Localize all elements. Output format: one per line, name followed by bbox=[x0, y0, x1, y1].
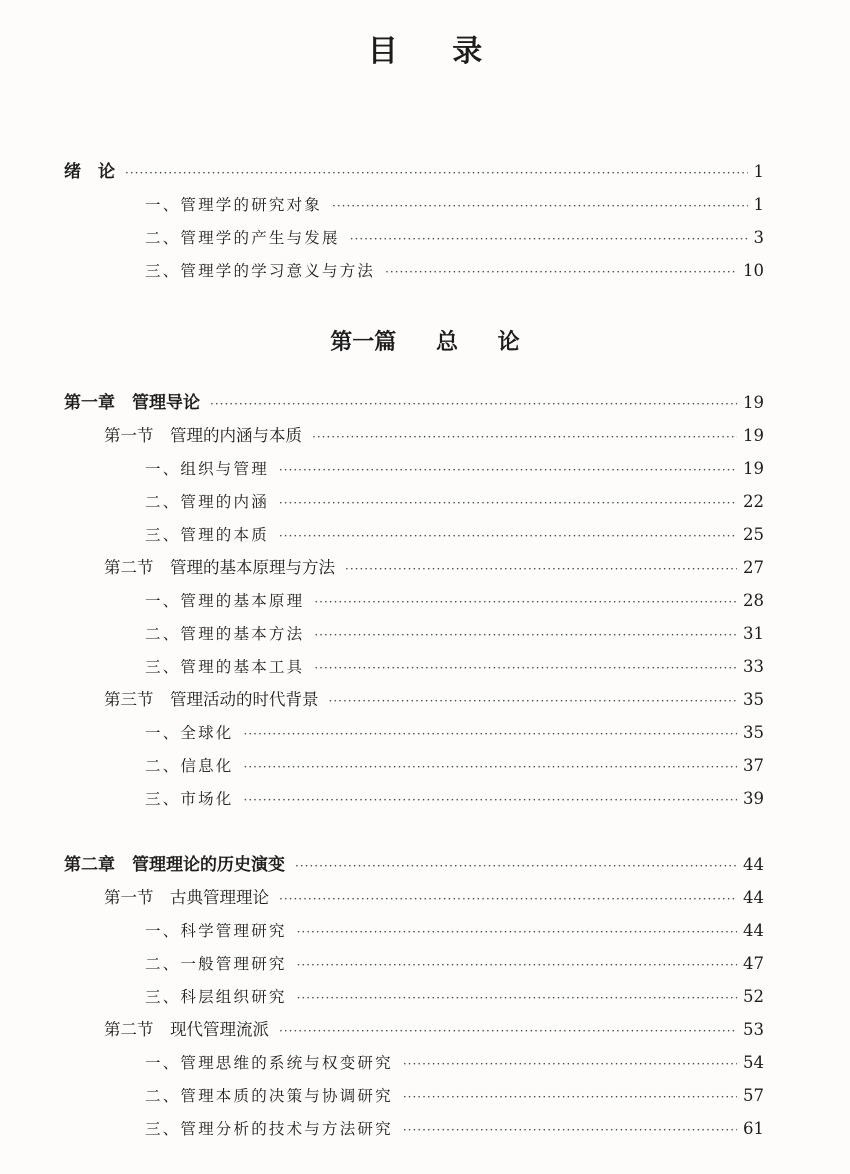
toc-entry-page: 31 bbox=[743, 624, 764, 643]
toc-entry[interactable] bbox=[145, 655, 764, 680]
toc-leader-dots bbox=[297, 986, 737, 1010]
toc-entry-label: 一、管理思维的系统与权变研究 bbox=[145, 1054, 393, 1072]
toc-entry-label: 第二节 现代管理流派 bbox=[104, 1020, 269, 1039]
toc-entry[interactable] bbox=[104, 886, 764, 911]
toc-leader-dots bbox=[403, 1052, 737, 1076]
toc-entry[interactable] bbox=[145, 952, 764, 977]
toc-entry[interactable] bbox=[145, 1117, 764, 1142]
toc-leader-dots bbox=[244, 722, 737, 746]
toc-leader-dots bbox=[385, 260, 737, 284]
toc-leader-dots bbox=[345, 557, 737, 581]
toc-entry-label: 一、管理学的研究对象 bbox=[145, 196, 323, 214]
toc-entry[interactable] bbox=[104, 424, 764, 449]
toc-leader-dots bbox=[244, 755, 737, 779]
toc-entry-page: 28 bbox=[743, 591, 764, 610]
toc-entry-page: 35 bbox=[743, 690, 764, 709]
toc-entry-page: 52 bbox=[743, 987, 764, 1006]
toc-entry-label: 二、管理学的产生与发展 bbox=[145, 229, 340, 247]
toc-entry[interactable] bbox=[145, 985, 764, 1010]
toc-entry-page: 53 bbox=[743, 1020, 764, 1039]
toc-entry[interactable] bbox=[145, 754, 764, 779]
toc-entry-page: 47 bbox=[743, 954, 764, 973]
toc-entry-label: 三、管理分析的技术与方法研究 bbox=[145, 1120, 393, 1138]
toc-entry-label: 一、全球化 bbox=[145, 724, 234, 742]
toc-entry-page: 19 bbox=[743, 426, 764, 445]
toc-entry-label: 第二节 管理的基本原理与方法 bbox=[104, 558, 335, 577]
part-heading bbox=[0, 325, 850, 356]
toc-entry[interactable] bbox=[145, 1084, 764, 1109]
toc-entry-page: 57 bbox=[743, 1086, 764, 1105]
toc-entry[interactable] bbox=[145, 919, 764, 944]
toc-entry[interactable] bbox=[145, 523, 764, 548]
toc-entry-label: 三、市场化 bbox=[145, 790, 234, 808]
part-heading-part: 第一篇 bbox=[330, 329, 397, 355]
toc-entry[interactable] bbox=[145, 589, 764, 614]
toc-entry-label: 二、管理本质的决策与协调研究 bbox=[145, 1087, 393, 1105]
toc-entry-label: 二、管理的内涵 bbox=[145, 493, 269, 511]
toc-entry-label: 三、管理的基本工具 bbox=[145, 658, 305, 676]
toc-entry-label: 一、科学管理研究 bbox=[145, 922, 287, 940]
toc-entry-page: 37 bbox=[743, 756, 764, 775]
toc-entry-page: 3 bbox=[753, 228, 764, 247]
toc-entry[interactable] bbox=[145, 787, 764, 812]
toc-leader-dots bbox=[403, 1118, 737, 1142]
toc-entry-label: 绪 论 bbox=[64, 162, 115, 182]
toc-entry-page: 22 bbox=[743, 492, 764, 511]
toc-leader-dots bbox=[312, 425, 737, 449]
toc-entry-page: 44 bbox=[743, 921, 764, 940]
toc-entry-label: 第一章 管理导论 bbox=[64, 393, 200, 413]
toc-entry-label: 二、信息化 bbox=[145, 757, 234, 775]
toc-leader-dots bbox=[329, 689, 738, 713]
part-heading-word-2: 论 bbox=[497, 329, 520, 355]
toc-entry[interactable] bbox=[64, 391, 764, 416]
toc-entry[interactable] bbox=[145, 622, 764, 647]
toc-leader-dots bbox=[125, 161, 748, 185]
toc-entry[interactable] bbox=[145, 1051, 764, 1076]
toc-entry-label: 第一节 古典管理理论 bbox=[104, 888, 269, 907]
toc-entry-page: 27 bbox=[743, 558, 764, 577]
toc-leader-dots bbox=[332, 194, 747, 218]
toc-entry[interactable] bbox=[145, 259, 764, 284]
toc-entry[interactable] bbox=[145, 193, 764, 218]
toc-entry-label: 二、一般管理研究 bbox=[145, 955, 287, 973]
toc-leader-dots bbox=[314, 590, 737, 614]
toc-entry-page: 44 bbox=[743, 855, 764, 874]
toc-entry-page: 19 bbox=[743, 393, 764, 412]
toc-entry-label: 二、管理的基本方法 bbox=[145, 625, 305, 643]
toc-leader-dots bbox=[210, 392, 737, 416]
toc-entry[interactable] bbox=[104, 688, 764, 713]
toc-entry-page: 25 bbox=[743, 525, 764, 544]
toc-entry[interactable] bbox=[145, 721, 764, 746]
toc-entry-page: 44 bbox=[743, 888, 764, 907]
toc-leader-dots bbox=[279, 458, 737, 482]
toc-entry-label: 三、管理的本质 bbox=[145, 526, 269, 544]
toc-entry-page: 10 bbox=[743, 261, 764, 280]
toc-entry-page: 1 bbox=[753, 162, 764, 181]
toc-entry-label: 第一节 管理的内涵与本质 bbox=[104, 426, 302, 445]
toc-leader-dots bbox=[314, 623, 737, 647]
toc-entry-page: 35 bbox=[743, 723, 764, 742]
toc-entry-page: 61 bbox=[743, 1119, 764, 1138]
toc-entry[interactable] bbox=[104, 1018, 764, 1043]
page-title bbox=[0, 26, 850, 70]
toc-entry[interactable] bbox=[145, 490, 764, 515]
toc-leader-dots bbox=[297, 920, 737, 944]
toc-entry-label: 一、管理的基本原理 bbox=[145, 592, 305, 610]
toc-entry[interactable] bbox=[145, 457, 764, 482]
toc-entry-page: 54 bbox=[743, 1053, 764, 1072]
toc-entry-page: 33 bbox=[743, 657, 764, 676]
title-char-1: 目 bbox=[367, 34, 398, 69]
toc-entry-label: 第二章 管理理论的历史演变 bbox=[64, 855, 285, 875]
toc-entry-page: 1 bbox=[753, 195, 764, 214]
toc-leader-dots bbox=[279, 1019, 737, 1043]
toc-entry[interactable] bbox=[64, 853, 764, 878]
toc-leader-dots bbox=[297, 953, 737, 977]
toc-entry-label: 三、科层组织研究 bbox=[145, 988, 287, 1006]
toc-entry[interactable] bbox=[64, 160, 764, 185]
toc-leader-dots bbox=[244, 788, 737, 812]
toc-entry-page: 19 bbox=[743, 459, 764, 478]
toc-entry[interactable] bbox=[104, 556, 764, 581]
toc-leader-dots bbox=[279, 491, 737, 515]
toc-entry-label: 第三节 管理活动的时代背景 bbox=[104, 690, 319, 709]
toc-leader-dots bbox=[314, 656, 737, 680]
toc-leader-dots bbox=[403, 1085, 737, 1109]
toc-entry-label: 三、管理学的学习意义与方法 bbox=[145, 262, 376, 280]
toc-entry-label: 一、组织与管理 bbox=[145, 460, 269, 478]
toc-leader-dots bbox=[279, 524, 737, 548]
title-char-2: 录 bbox=[452, 34, 483, 69]
toc-leader-dots bbox=[279, 887, 737, 911]
toc-leader-dots bbox=[295, 854, 737, 878]
toc-leader-dots bbox=[350, 227, 748, 251]
part-heading-word-1: 总 bbox=[435, 329, 458, 355]
toc-entry[interactable] bbox=[145, 226, 764, 251]
toc-entry-page: 39 bbox=[743, 789, 764, 808]
